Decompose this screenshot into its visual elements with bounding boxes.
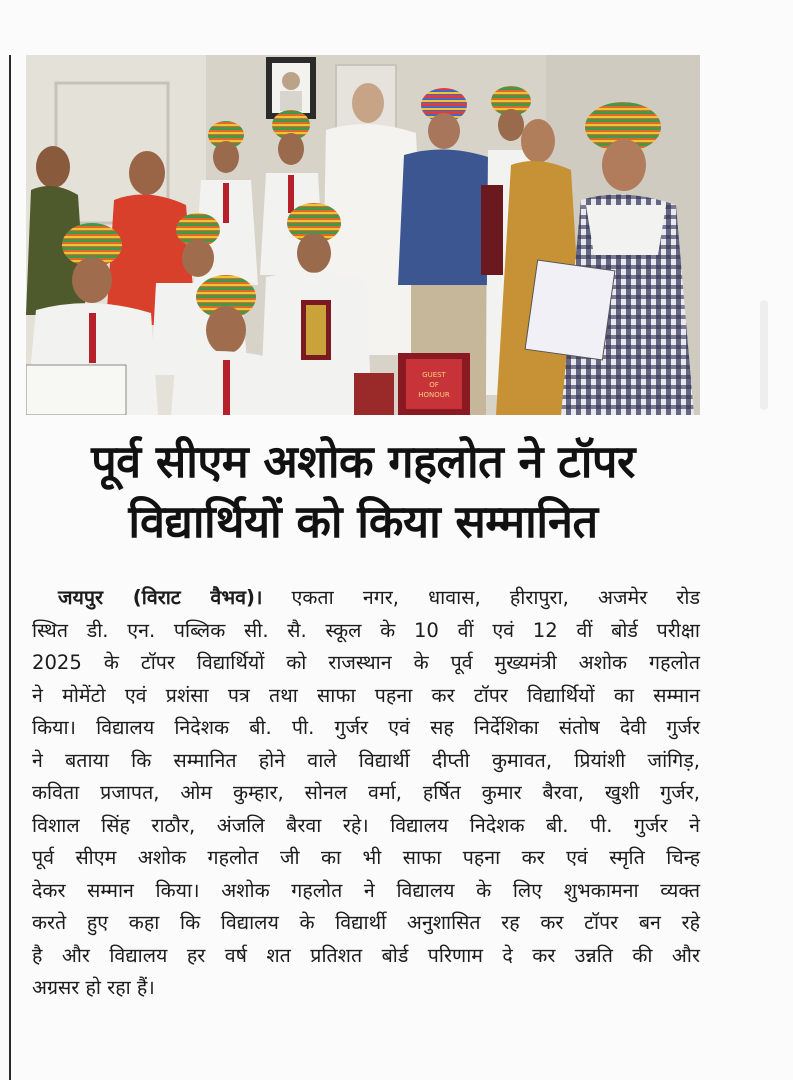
body-line-10: देकर सम्मान किया। अशोक गहलोत ने विद्यालय के लिए शुभकामना व्यक्त [32, 878, 700, 902]
body-line-13: अग्रसर हो रहा हैं। [32, 976, 155, 999]
body-line-12: है और विद्यालय हर वर्ष शत प्रतिशत बोर्ड परिणाम दे कर उन्नति की और [32, 943, 700, 967]
article-body [32, 582, 700, 1005]
article-headline [26, 432, 700, 552]
headline-line-2: विद्यार्थियों को किया सम्मानित [128, 495, 598, 548]
body-line-4: ने मोमेंटो एवं प्रशंसा पत्र तथा साफा पहना कर टॉपर विद्यार्थियों का सम्मान [32, 683, 700, 707]
body-line-9: पूर्व सीएम अशोक गहलोत जी का भी साफा पहना कर एवं स्मृति चिन्ह [32, 846, 700, 869]
body-line-1 [58, 582, 700, 615]
body-line-8: विशाल सिंह राठौर, अंजलि बैरवा रहे। विद्यालय निदेशक बी. पी. गुर्जर ने [32, 813, 700, 837]
column-rule [9, 55, 11, 1080]
plaque-text-2: OF [429, 381, 439, 389]
body-line-7: कविता प्रजापत, ओम कुम्हार, सोनल वर्मा, हर्षित कुमार बैरवा, खुशी गुर्जर, [32, 781, 700, 804]
plaque-text-3: HONOUR [418, 391, 450, 399]
body-line-5: किया। विद्यालय निदेशक बी. पी. गुर्जर एवं सह निर्देशिका संतोष देवी गुर्जर [32, 716, 700, 739]
headline-line-1: पूर्व सीएम अशोक गहलोत ने टॉपर [91, 435, 635, 488]
body-line-1-text: एकता नगर, धावास, हीरापुरा, अजमेर रोड [262, 586, 700, 609]
article-photo [26, 55, 700, 415]
plaque-text-1: GUEST [422, 371, 446, 379]
body-line-2: स्थित डी. एन. पब्लिक सी. सै. स्कूल के 10 वीं एवं 12 वीं बोर्ड परीक्षा [32, 618, 700, 642]
body-line-11: करते हुए कहा कि विद्यालय के विद्यार्थी अनुशासित रह कर टॉपर बन रहे [32, 911, 700, 934]
body-line-6: ने बताया कि सम्मानित होने वाले विद्यार्थी दीप्ती कुमावत, प्रियांशी जांगिड़, [32, 748, 700, 772]
dateline: जयपुर (विराट वैभव)। [58, 586, 263, 609]
body-line-3: 2025 के टॉपर विद्यार्थियों को राजस्थान के पूर्व मुख्यमंत्री अशोक गहलोत [32, 651, 700, 674]
scrollbar-thumb[interactable] [760, 300, 768, 410]
